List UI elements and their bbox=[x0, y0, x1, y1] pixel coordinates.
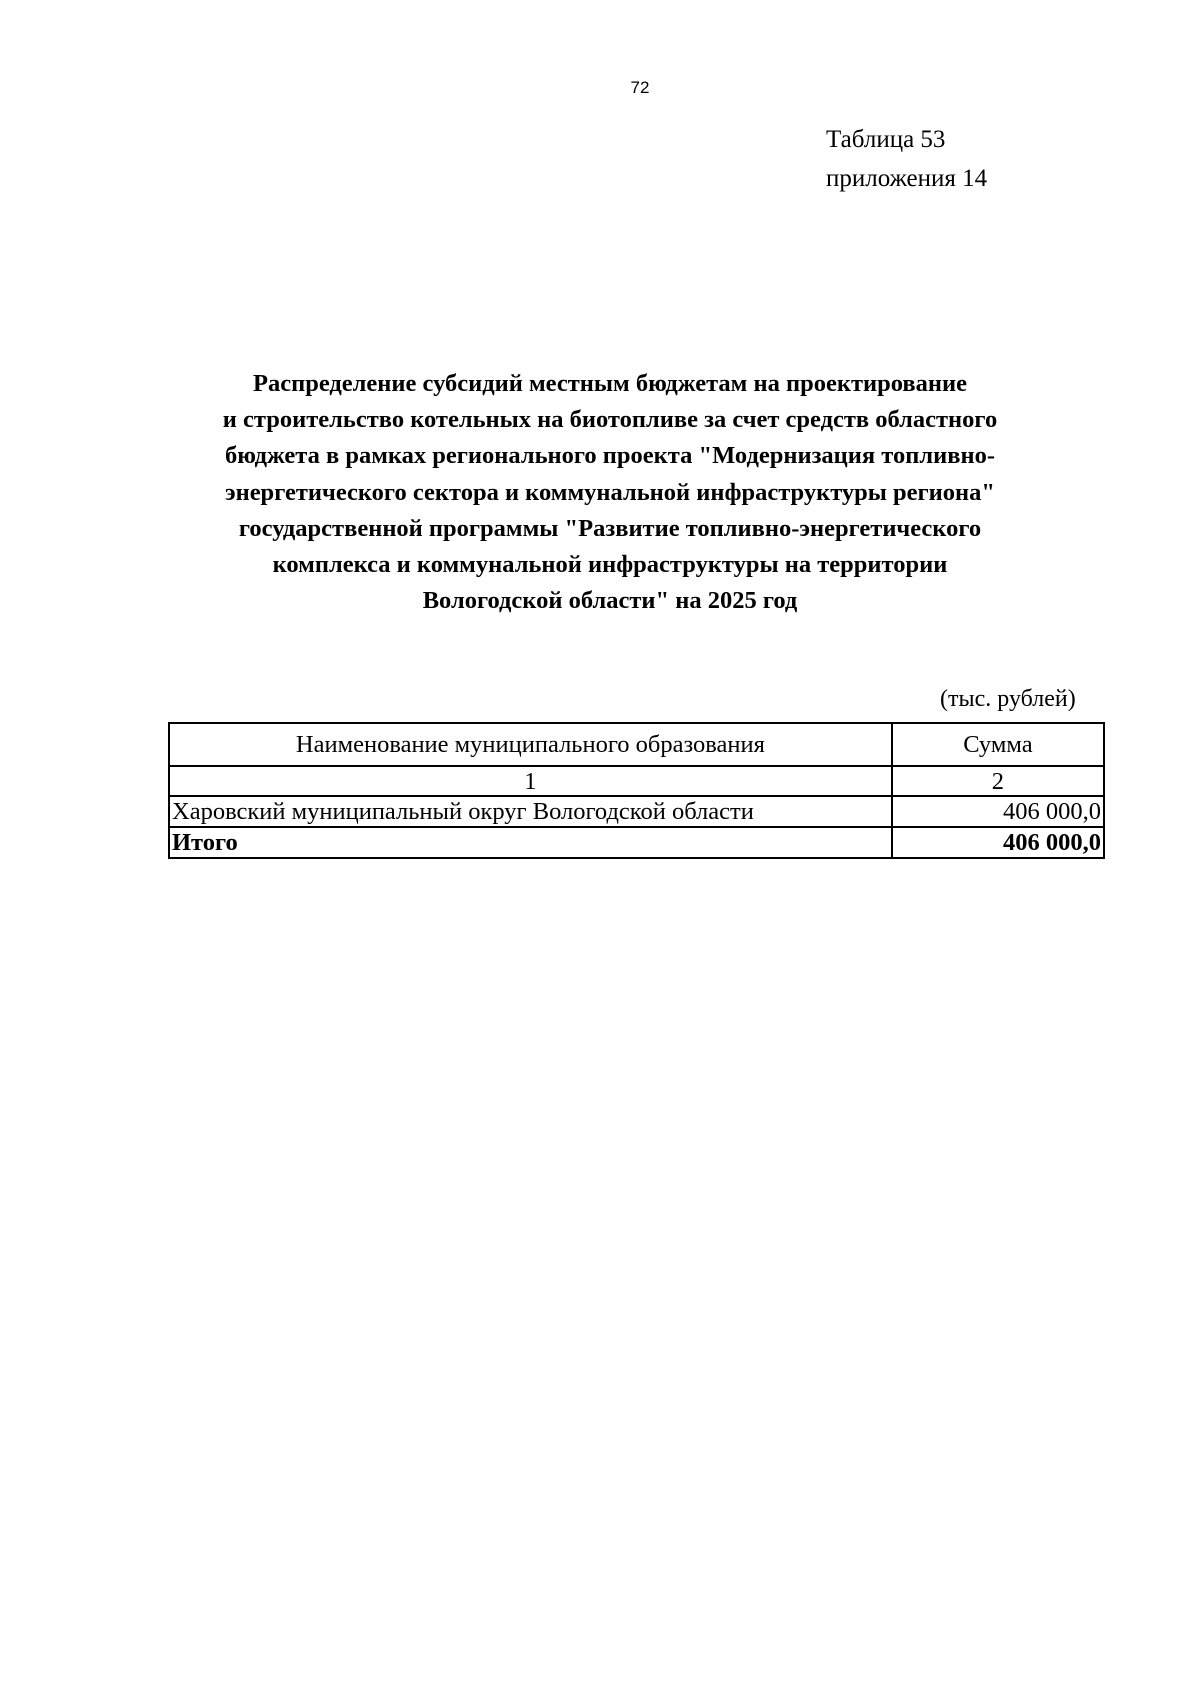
table-header-row bbox=[169, 723, 1104, 766]
title-line: Вологодской области" на 2025 год bbox=[422, 587, 798, 615]
header-sum: Сумма bbox=[892, 723, 1104, 766]
table-reference bbox=[826, 120, 987, 198]
table-row bbox=[169, 796, 1104, 827]
total-label: Итого bbox=[169, 827, 892, 858]
table-reference-line-1: Таблица 53 bbox=[826, 126, 946, 153]
table-reference-line-2: приложения 14 bbox=[826, 165, 988, 192]
units-label: (тыс. рублей) bbox=[940, 686, 1076, 712]
title-line: бюджета в рамках регионального проекта "Модернизация топливно- bbox=[225, 442, 995, 470]
subsidy-table bbox=[168, 722, 1105, 859]
total-sum: 406 000,0 bbox=[892, 827, 1104, 858]
column-number-2: 2 bbox=[892, 766, 1104, 796]
total-row bbox=[169, 827, 1104, 858]
column-number-1: 1 bbox=[169, 766, 892, 796]
row-sum: 406 000,0 bbox=[892, 796, 1104, 827]
document-title bbox=[150, 366, 1070, 619]
row-name: Харовский муниципальный округ Вологодской области bbox=[169, 796, 892, 827]
title-line: энергетического сектора и коммунальной инфраструктуры региона" bbox=[224, 478, 996, 506]
header-name: Наименование муниципального образования bbox=[169, 723, 892, 766]
title-line: Распределение субсидий местным бюджетам на проектирование bbox=[253, 370, 967, 397]
page-number: 72 bbox=[630, 78, 650, 97]
title-line: комплекса и коммунальной инфраструктуры на территории bbox=[272, 551, 948, 579]
title-line: и строительство котельных на биотопливе за счет средств областного bbox=[222, 406, 998, 434]
column-number-row bbox=[169, 766, 1104, 796]
title-line: государственной программы "Развитие топливно-энергетического bbox=[238, 514, 982, 542]
